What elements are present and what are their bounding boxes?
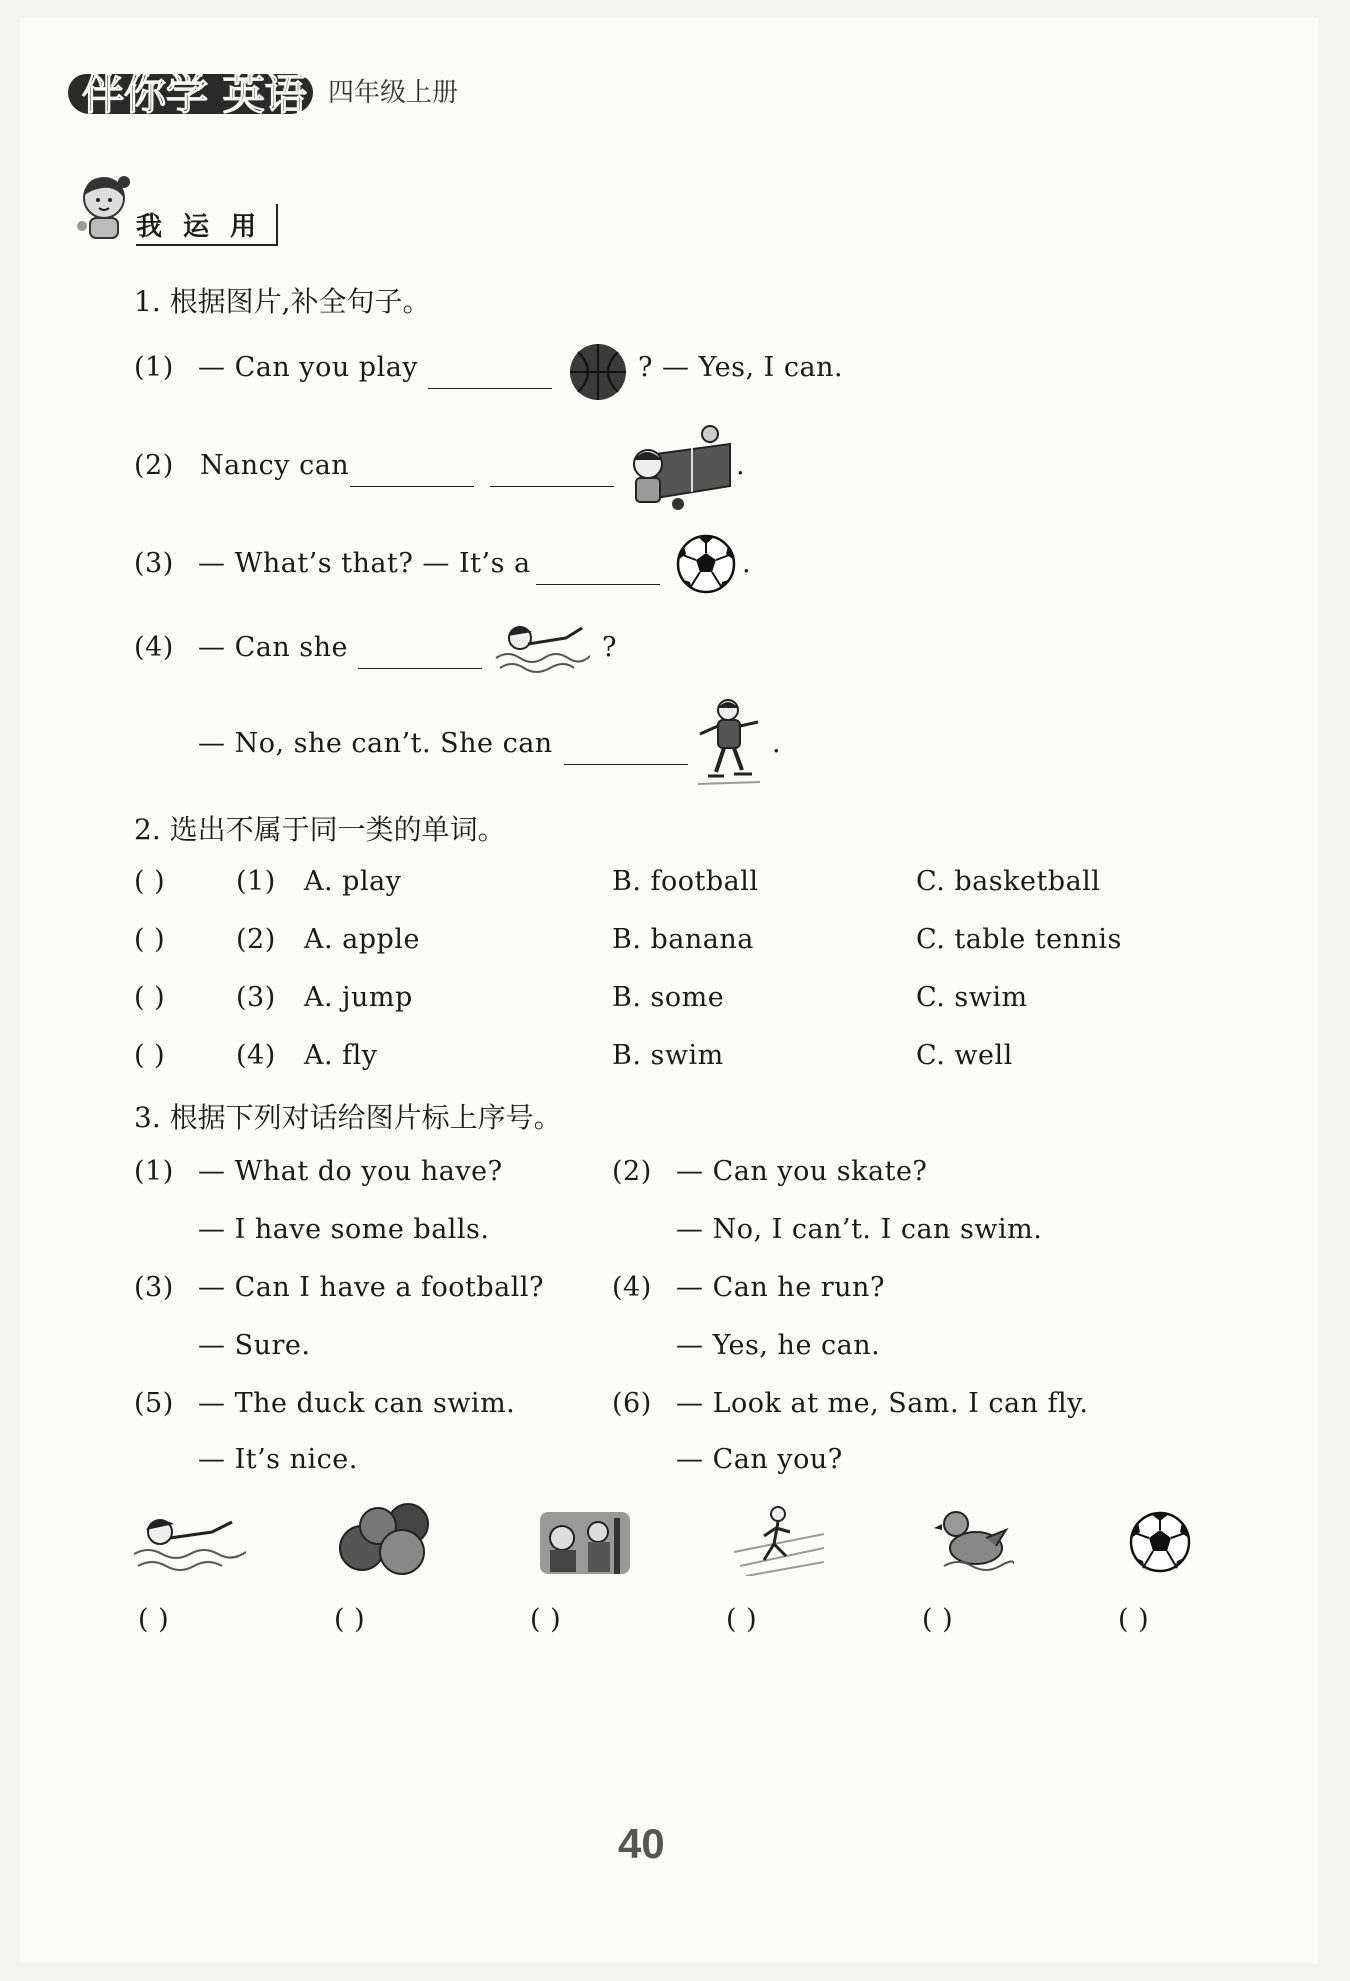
girl-mascot-icon xyxy=(72,172,134,242)
q2-row4-paren[interactable]: ( ) xyxy=(134,1040,166,1071)
q1-item1-text: — Can you play xyxy=(198,352,419,383)
q1-item3-num: (3) xyxy=(134,548,174,579)
q3-dialog6-line1: — Look at me, Sam. I can fly. xyxy=(676,1388,1089,1419)
q3-dialog2-line2: — No, I can’t. I can swim. xyxy=(676,1214,1043,1245)
q3-answer-3[interactable]: ( ) xyxy=(530,1604,562,1635)
q1-title: 1. 根据图片,补全句子。 xyxy=(134,285,431,318)
q1-item4-num: (4) xyxy=(134,632,174,663)
q2-row3-c: C. swim xyxy=(916,982,1028,1013)
swimming-icon xyxy=(134,1508,246,1574)
q1-item1-blank[interactable] xyxy=(428,362,552,389)
q2-row4-num: (4) xyxy=(236,1040,276,1071)
q3-dialog2-line1: — Can you skate? xyxy=(676,1156,928,1187)
page-number: 40 xyxy=(618,1820,665,1867)
q1-item2-text: Nancy can xyxy=(200,450,350,481)
q1-item3-text: — What’s that? — It’s a xyxy=(198,548,531,579)
q2-row2-a: A. apple xyxy=(304,924,420,955)
q1-item2-blank-1[interactable] xyxy=(350,460,474,487)
section-title: 我 运 用 xyxy=(136,212,263,242)
q3-dialog3-num: (3) xyxy=(134,1272,174,1303)
q2-row3-a: A. jump xyxy=(304,982,413,1013)
q3-title: 3. 根据下列对话给图片标上序号。 xyxy=(134,1101,562,1134)
q2-row2-num: (2) xyxy=(236,924,276,955)
q1-item3-blank[interactable] xyxy=(536,558,660,585)
q3-dialog1-line2: — I have some balls. xyxy=(198,1214,490,1245)
q1-item4-text: — Can she xyxy=(198,632,349,663)
duck-icon xyxy=(934,1508,1014,1576)
q3-answer-4[interactable]: ( ) xyxy=(726,1604,758,1635)
running-boy-icon xyxy=(734,1504,824,1576)
q2-row3-b: B. some xyxy=(612,982,725,1013)
grade-label: 四年级上册 xyxy=(328,78,459,108)
football-icon-2 xyxy=(1128,1510,1192,1574)
q3-dialog4-line2: — Yes, he can. xyxy=(676,1330,881,1361)
q3-dialog6-line2: — Can you? xyxy=(676,1444,843,1475)
kids-ball-shop-icon xyxy=(540,1512,630,1574)
q2-row2-paren[interactable]: ( ) xyxy=(134,924,166,955)
q3-dialog3-line2: — Sure. xyxy=(198,1330,311,1361)
q1-item2-num: (2) xyxy=(134,450,174,481)
q3-dialog5-num: (5) xyxy=(134,1388,174,1419)
q3-answer-2[interactable]: ( ) xyxy=(334,1604,366,1635)
q2-row1-a: A. play xyxy=(304,866,402,897)
q2-row4-a: A. fly xyxy=(304,1040,378,1071)
q2-row3-num: (3) xyxy=(236,982,276,1013)
q1-item5-tail: . xyxy=(772,728,782,759)
table-tennis-icon xyxy=(626,424,732,512)
basketball-icon xyxy=(568,342,628,402)
swimming-girl-icon xyxy=(494,618,590,674)
q3-answer-5[interactable]: ( ) xyxy=(922,1604,954,1635)
brand-title: 伴你学 英语 xyxy=(82,70,307,119)
q3-dialog2-num: (2) xyxy=(612,1156,652,1187)
q3-dialog5-line2: — It’s nice. xyxy=(198,1444,358,1475)
football-icon xyxy=(676,534,736,594)
q1-item5-blank[interactable] xyxy=(564,738,688,765)
q2-row1-num: (1) xyxy=(236,866,276,897)
q1-item2-blank-2[interactable] xyxy=(490,460,614,487)
q3-dialog3-line1: — Can I have a football? xyxy=(198,1272,545,1303)
q1-item1-tail: ? — Yes, I can. xyxy=(638,352,844,383)
q3-dialog4-line1: — Can he run? xyxy=(676,1272,885,1303)
q2-row1-b: B. football xyxy=(612,866,759,897)
q1-item2-tail: . xyxy=(736,450,746,481)
q2-row4-c: C. well xyxy=(916,1040,1013,1071)
q3-answer-6[interactable]: ( ) xyxy=(1118,1604,1150,1635)
q1-item5-text: — No, she can’t. She can xyxy=(198,728,553,759)
q2-title: 2. 选出不属于同一类的单词。 xyxy=(134,813,506,846)
q2-row2-c: C. table tennis xyxy=(916,924,1122,955)
q3-answer-1[interactable]: ( ) xyxy=(138,1604,170,1635)
q1-item4-tail: ? xyxy=(602,632,617,663)
q2-row1-paren[interactable]: ( ) xyxy=(134,866,166,897)
q2-row1-c: C. basketball xyxy=(916,866,1101,897)
q1-item1-num: (1) xyxy=(134,352,174,383)
q2-row4-b: B. swim xyxy=(612,1040,724,1071)
q1-item3-tail: . xyxy=(742,548,752,579)
q3-dialog1-line1: — What do you have? xyxy=(198,1156,503,1187)
balls-icon xyxy=(336,1500,436,1578)
q1-item4-blank[interactable] xyxy=(358,642,482,669)
q2-row2-b: B. banana xyxy=(612,924,754,955)
q3-dialog5-line1: — The duck can swim. xyxy=(198,1388,516,1419)
q3-dialog6-num: (6) xyxy=(612,1388,652,1419)
skating-girl-icon xyxy=(694,696,764,788)
q3-dialog1-num: (1) xyxy=(134,1156,174,1187)
q3-dialog4-num: (4) xyxy=(612,1272,652,1303)
q2-row3-paren[interactable]: ( ) xyxy=(134,982,166,1013)
